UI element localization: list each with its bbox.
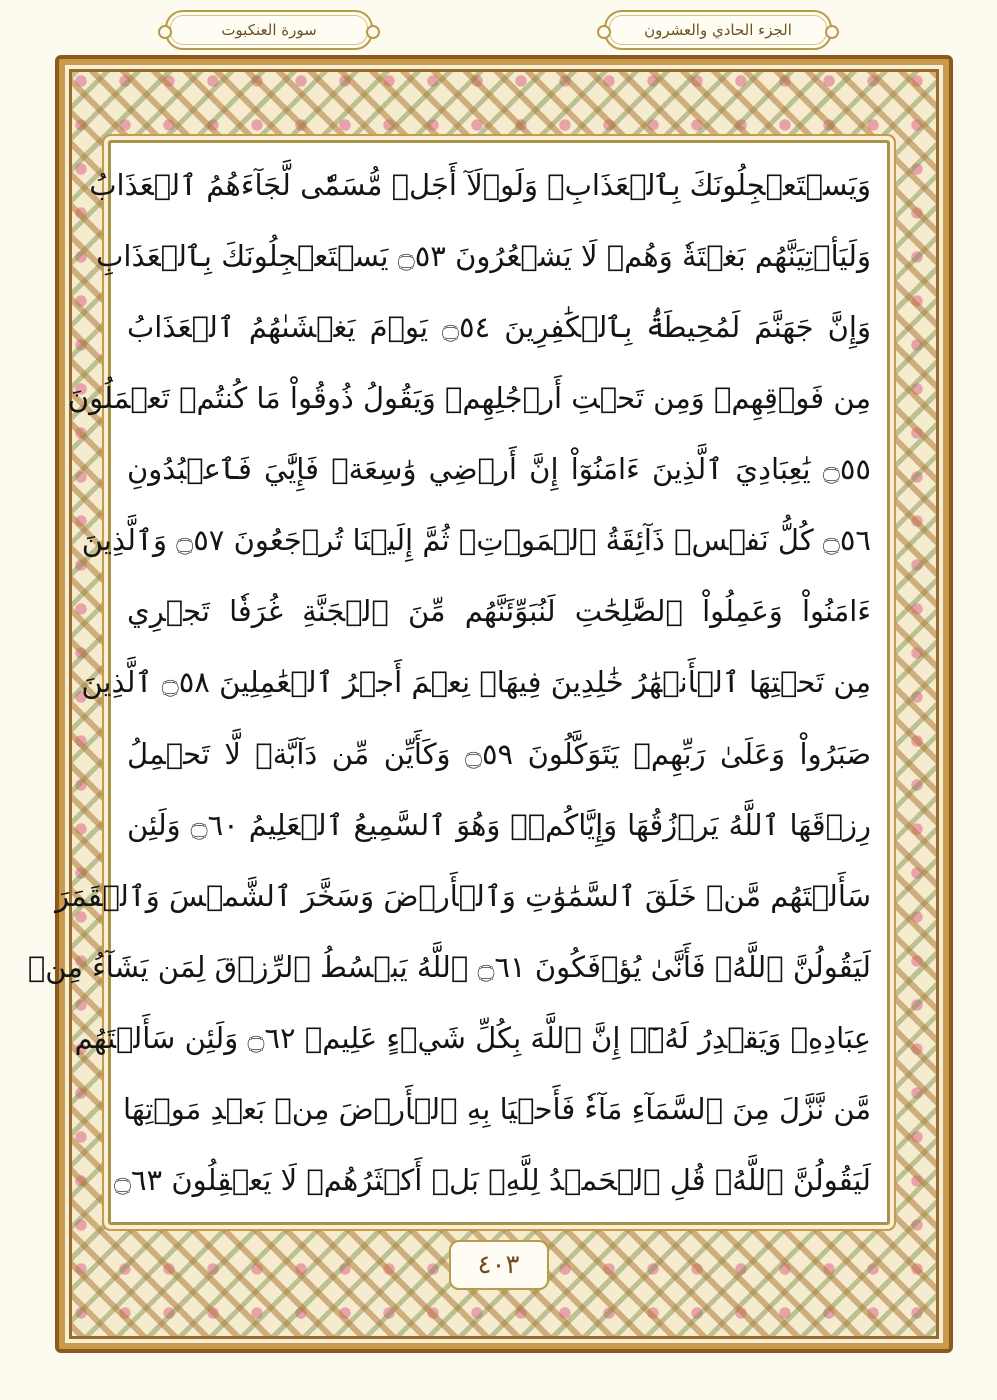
surah-name-text: سورة العنكبوت (221, 21, 317, 39)
verse-line: مَّن نَّزَّلَ مِنَ ٱلسَّمَآءِ مَآءٗ فَأَحۡيَا بِهِ ٱلۡأَرۡضَ مِنۢ بَعۡدِ مَوۡتِهَا (123, 1091, 871, 1126)
verse-line: وَيَسۡتَعۡجِلُونَكَ بِٱلۡعَذَابِۚ وَلَوۡلَآ أَجَلٞ مُّسَمّٗى لَّجَآءَهُمُ ٱلۡعَذَابُ (89, 168, 871, 202)
verse-line: عِبَادِهِۦ وَيَقۡدِرُ لَهُۥٓۚ إِنَّ ٱللَّهَ بِكُلِّ شَيۡءٍ عَلِيمٞ ۝٦٢ وَلَئِن سَأَلۡتَهُم (74, 1020, 871, 1055)
verse-line: رِزۡقَهَا ٱللَّهُ يَرۡزُقُهَا وَإِيَّاكُمۡۚ وَهُوَ ٱلسَّمِيعُ ٱلۡعَلِيمُ ۝٦٠ وَلَئِن (127, 807, 871, 842)
surah-name-label (165, 10, 373, 50)
verse-line: وَلَيَأۡتِيَنَّهُم بَغۡتَةٗ وَهُمۡ لَا يَشۡعُرُونَ ۝٥٣ يَسۡتَعۡجِلُونَكَ بِٱلۡعَذَابِ (96, 239, 871, 274)
verse-line: ۝٥٥ يَٰعِبَادِيَ ٱلَّذِينَ ءَامَنُوٓاْ إِنَّ أَرۡضِي وَٰسِعَةٞ فَإِيَّٰيَ فَٱعۡبُدُونِ (127, 452, 871, 487)
verse-line: ءَامَنُواْ وَعَمِلُواْ ٱلصَّٰلِحَٰتِ لَنُبَوِّئَنَّهُم مِّنَ ٱلۡجَنَّةِ غُرَفٗا تَجۡرِي (127, 594, 871, 629)
verse-line: مِن فَوۡقِهِمۡ وَمِن تَحۡتِ أَرۡجُلِهِمۡ وَيَقُولُ ذُوقُواْ مَا كُنتُمۡ تَعۡمَلُونَ (67, 381, 871, 416)
verse-line: صَبَرُواْ وَعَلَىٰ رَبِّهِمۡ يَتَوَكَّلُونَ ۝٥٩ وَكَأَيِّن مِّن دَآبَّةٖ لَّا تَحۡمِلُ (127, 736, 871, 771)
page-number-text: ٤٠٣ (477, 1250, 520, 1280)
verse-line: ۝٥٦ كُلُّ نَفۡسٖ ذَآئِقَةُ ٱلۡمَوۡتِۖ ثُمَّ إِلَيۡنَا تُرۡجَعُونَ ۝٥٧ وَٱلَّذِينَ (81, 523, 871, 558)
page-number (449, 1240, 549, 1290)
quran-text-panel (27, 140, 890, 1225)
verse-line: لَيَقُولُنَّ ٱللَّهُۖ فَأَنَّىٰ يُؤۡفَكُونَ ۝٦١ ٱللَّهُ يَبۡسُطُ ٱلرِّزۡقَ لِمَن يَشَآءُ مِنۡ (27, 949, 871, 984)
verse-line: وَإِنَّ جَهَنَّمَ لَمُحِيطَةُۢ بِٱلۡكَٰفِرِينَ ۝٥٤ يَوۡمَ يَغۡشَىٰهُمُ ٱلۡعَذَابُ (127, 310, 871, 345)
juz-name-text: الجزء الحادي والعشرون (644, 21, 792, 39)
verse-line: سَأَلۡتَهُم مَّنۡ خَلَقَ ٱلسَّمَٰوَٰتِ وَٱلۡأَرۡضَ وَسَخَّرَ ٱلشَّمۡسَ وَٱلۡقَمَرَ (55, 878, 871, 913)
verse-line: لَيَقُولُنَّ ٱللَّهُۚ قُلِ ٱلۡحَمۡدُ لِلَّهِۚ بَلۡ أَكۡثَرُهُمۡ لَا يَعۡقِلُونَ ۝٦٣ (113, 1162, 871, 1197)
verse-line: مِن تَحۡتِهَا ٱلۡأَنۡهَٰرُ خَٰلِدِينَ فِيهَاۚ نِعۡمَ أَجۡرُ ٱلۡعَٰمِلِينَ ۝٥٨ ٱلَّذِينَ (81, 665, 871, 700)
juz-name-label (604, 10, 832, 50)
